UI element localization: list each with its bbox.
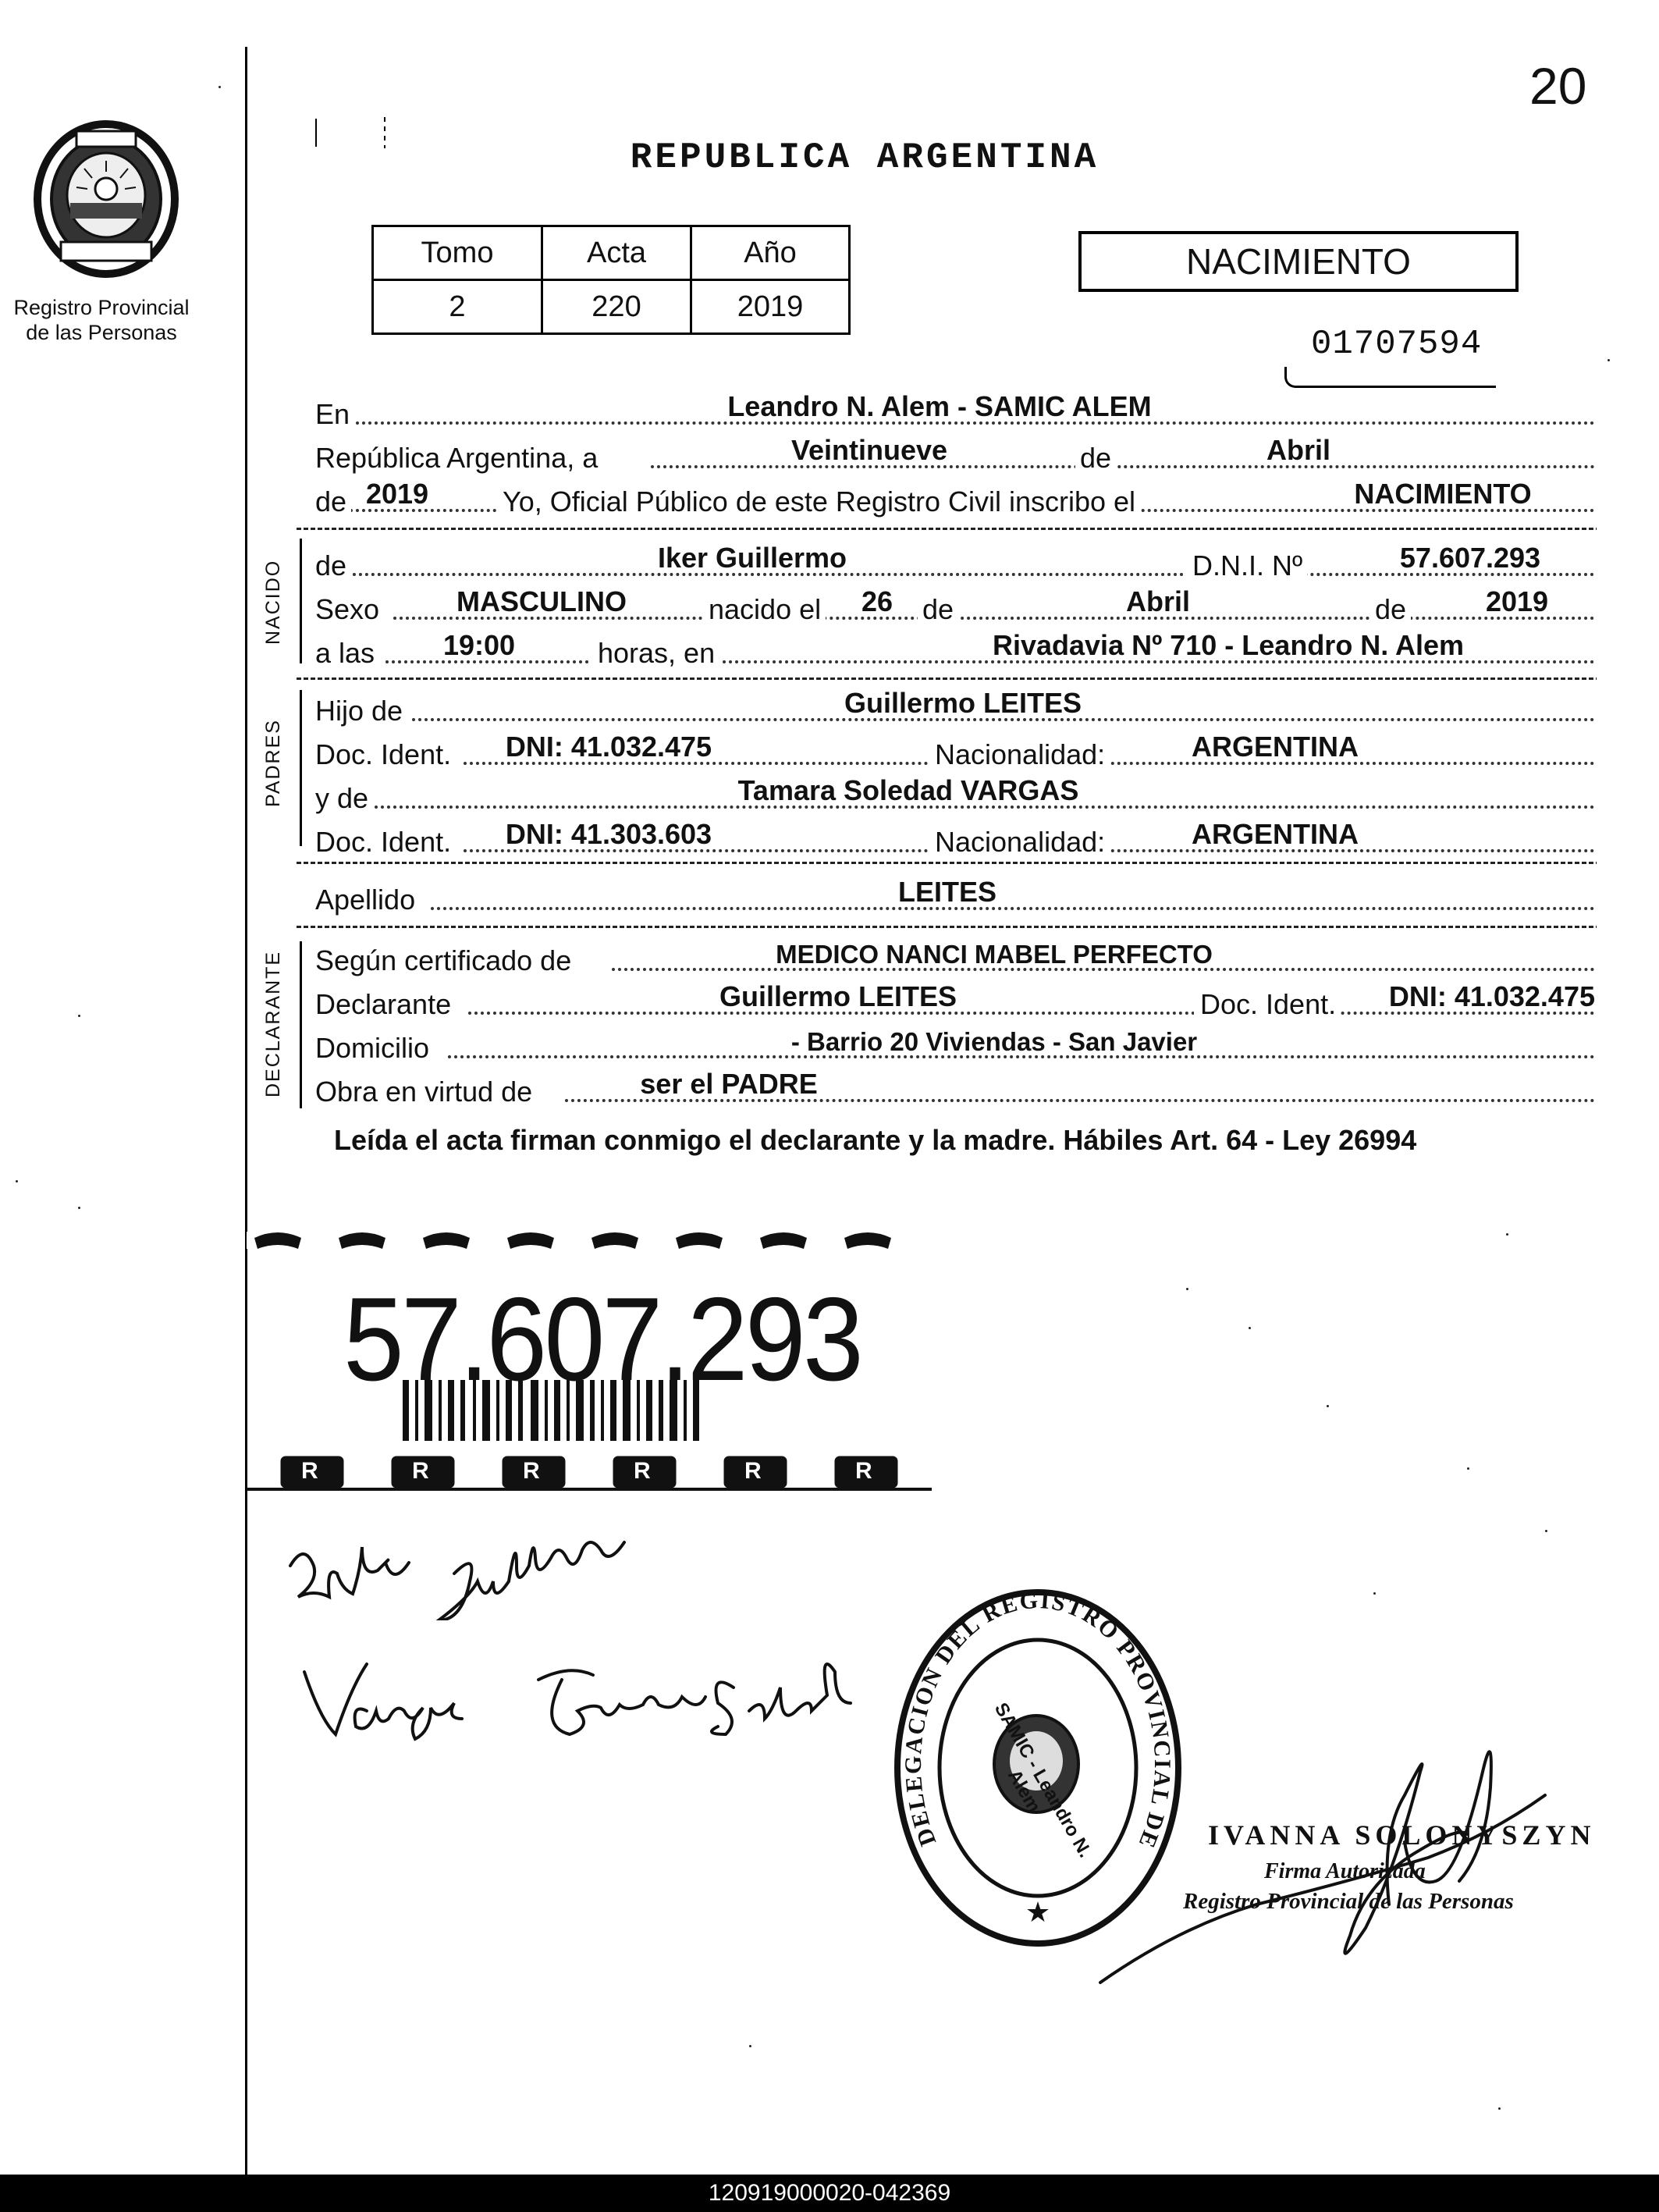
svg-text:★: ★ <box>1025 1896 1051 1928</box>
stamp-outer-text: DELEGACION DEL REGISTRO PROVINCIAL DE <box>900 1587 1176 1853</box>
row-place <box>315 390 1595 431</box>
row-nacido-sex <box>315 585 1595 626</box>
sticker-mark: R <box>744 1458 762 1484</box>
sticker-mark: R <box>301 1458 318 1484</box>
sticker-mark: R <box>523 1458 540 1484</box>
father-nat-value: ARGENTINA <box>1192 731 1359 763</box>
label-apellido: Apellido <box>315 884 420 916</box>
label-domicilio: Domicilio <box>315 1032 434 1065</box>
page-number: 20 <box>1529 57 1587 115</box>
father-doc-value: DNI: 41.032.475 <box>505 731 712 763</box>
document-title: REPUBLICA ARGENTINA <box>630 137 1099 178</box>
anio-value: 2019 <box>691 280 850 334</box>
scan-speck <box>1327 1405 1329 1407</box>
act-type-box: NACIMIENTO <box>1078 231 1519 292</box>
scan-speck <box>1467 1467 1469 1470</box>
madre-signature <box>281 1648 905 1750</box>
label-en: En <box>315 398 354 431</box>
declarante-section-label: DECLARANTE <box>262 950 284 1097</box>
scan-speck <box>1373 1592 1376 1595</box>
label-y-de: y de <box>315 782 373 815</box>
label-father-doc: Doc. Ident. <box>315 738 456 771</box>
logo-caption <box>0 295 203 345</box>
nacido-name-value: Iker Guillermo <box>657 542 847 574</box>
row-domicilio <box>315 1024 1595 1065</box>
scan-speck <box>1545 1530 1547 1532</box>
father-value: Guillermo LEITES <box>844 687 1082 719</box>
day-value: Veintinueve <box>790 434 948 466</box>
apellido-value: LEITES <box>897 876 997 908</box>
footer-code: 120919000020-042369 <box>708 2180 951 2206</box>
padres-section-label: PADRES <box>262 719 284 807</box>
label-republica: República Argentina, a <box>315 442 602 475</box>
logo-caption-line2: de las Personas <box>26 321 177 344</box>
label-de-month: de <box>1075 442 1116 475</box>
serial-number: 01707594 <box>1311 325 1483 364</box>
month-value: Abril <box>1266 434 1330 466</box>
logo-caption-line1: Registro Provincial <box>13 296 190 319</box>
place-value: Leandro N. Alem - SAMIC ALEM <box>727 390 1152 422</box>
serial-underline <box>1284 367 1496 388</box>
row-nacido-time <box>315 629 1595 670</box>
scan-speck <box>1186 1288 1188 1290</box>
mother-doc-value: DNI: 41.303.603 <box>505 818 712 850</box>
section-separator <box>297 677 1597 680</box>
row-apellido <box>315 876 1595 916</box>
label-mother-doc: Doc. Ident. <box>315 826 456 859</box>
row-certificado <box>315 937 1595 977</box>
row-nacido-name <box>315 542 1595 582</box>
row-date <box>315 434 1595 475</box>
scan-speck <box>78 1015 80 1017</box>
official-name: IVANNA SOLONYSZYN <box>1208 1819 1596 1851</box>
birth-day-value: 26 <box>861 585 893 617</box>
section-separator <box>297 528 1597 530</box>
scan-speck <box>78 1207 80 1209</box>
label-father-nat: Nacionalidad: <box>929 738 1110 771</box>
sticker-mark: R <box>412 1458 429 1484</box>
obra-value: ser el PADRE <box>640 1068 818 1100</box>
scan-speck <box>1498 2107 1501 2110</box>
label-de-birthmonth: de <box>918 593 958 626</box>
act-value: NACIMIENTO <box>1354 478 1532 510</box>
nacido-bracket <box>300 539 302 663</box>
row-obra <box>315 1068 1595 1108</box>
padres-bracket <box>300 690 302 846</box>
birth-month-value: Abril <box>1125 585 1190 617</box>
label-a-las: a las <box>315 637 379 670</box>
declarante-bracket <box>300 941 302 1108</box>
official-office: Registro Provincial de las Personas <box>1183 1889 1514 1914</box>
year-value: 2019 <box>365 478 429 510</box>
label-hijo-de: Hijo de <box>315 695 407 727</box>
sticker-marks <box>297 1458 982 1489</box>
label-obra: Obra en virtud de <box>315 1076 537 1108</box>
sticker-mark: R <box>855 1458 872 1484</box>
acta-value: 220 <box>542 280 691 334</box>
row-father-doc <box>315 731 1595 771</box>
anio-header: Año <box>691 226 850 280</box>
declarante-value: Guillermo LEITES <box>719 980 957 1012</box>
margin-line <box>245 47 247 2175</box>
section-separator <box>297 926 1597 928</box>
label-mother-nat: Nacionalidad: <box>929 826 1110 859</box>
mother-nat-value: ARGENTINA <box>1192 818 1359 850</box>
scan-speck <box>218 86 221 88</box>
label-nacido-el: nacido el <box>702 593 826 626</box>
birth-place-value: Rivadavia Nº 710 - Leandro N. Alem <box>992 629 1465 661</box>
certificado-value: MEDICO NANCI MABEL PERFECTO <box>776 940 1213 969</box>
label-horas: horas, en <box>591 637 719 670</box>
label-nacido-de: de <box>315 549 351 582</box>
domicilio-value: - Barrio 20 Viviendas - San Javier <box>790 1027 1198 1056</box>
row-father <box>315 687 1595 727</box>
birth-year-value: 2019 <box>1485 585 1549 617</box>
label-de-year: de <box>315 485 351 518</box>
nacido-dni-value: 57.607.293 <box>1399 542 1541 574</box>
registry-table <box>371 225 851 335</box>
time-value: 19:00 <box>442 629 516 661</box>
stamp-inner-text: SAMIC - Leandro N. Alem <box>989 1698 1096 1862</box>
dni-sticker-number: 57.607.293 <box>343 1273 861 1406</box>
footer-code-bar <box>0 2175 1659 2212</box>
label-declarante-doc: Doc. Ident. <box>1194 988 1341 1021</box>
declarante-doc-value: DNI: 41.032.475 <box>1388 980 1595 1012</box>
row-mother-doc <box>315 818 1595 859</box>
scan-speck <box>1607 359 1610 361</box>
sticker-mark: R <box>634 1458 651 1484</box>
row-inscription <box>315 478 1595 518</box>
row-mother <box>315 774 1595 815</box>
sexo-value: MASCULINO <box>456 585 627 617</box>
scan-speck <box>1249 1327 1251 1329</box>
label-sexo: Sexo <box>315 593 384 626</box>
acta-header: Acta <box>542 226 691 280</box>
scan-speck <box>1506 1233 1508 1236</box>
scan-speck <box>16 1180 18 1182</box>
label-declarante: Declarante <box>315 988 456 1021</box>
section-separator <box>297 862 1597 864</box>
tomo-value: 2 <box>373 280 542 334</box>
label-de-birthyear: de <box>1370 593 1411 626</box>
official-role: Firma Autorizada <box>1264 1859 1426 1883</box>
registry-header-row <box>373 226 850 280</box>
nacido-section-label: NACIDO <box>262 559 284 645</box>
scan-speck <box>749 2045 751 2047</box>
closing-statement: Leída el acta firman conmigo el declarante y la madre. Hábiles Art. 64 - Ley 26994 <box>334 1124 1417 1156</box>
declarante-signature <box>275 1535 712 1620</box>
label-dni: D.N.I. Nº <box>1186 549 1307 582</box>
row-declarante <box>315 980 1595 1021</box>
label-inscribo: Yo, Oficial Público de este Registro Civil inscribo el <box>496 485 1140 518</box>
registry-value-row <box>373 280 850 334</box>
label-certificado: Según certificado de <box>315 944 576 977</box>
mother-value: Tamara Soledad VARGAS <box>737 774 1079 806</box>
tomo-header: Tomo <box>373 226 542 280</box>
